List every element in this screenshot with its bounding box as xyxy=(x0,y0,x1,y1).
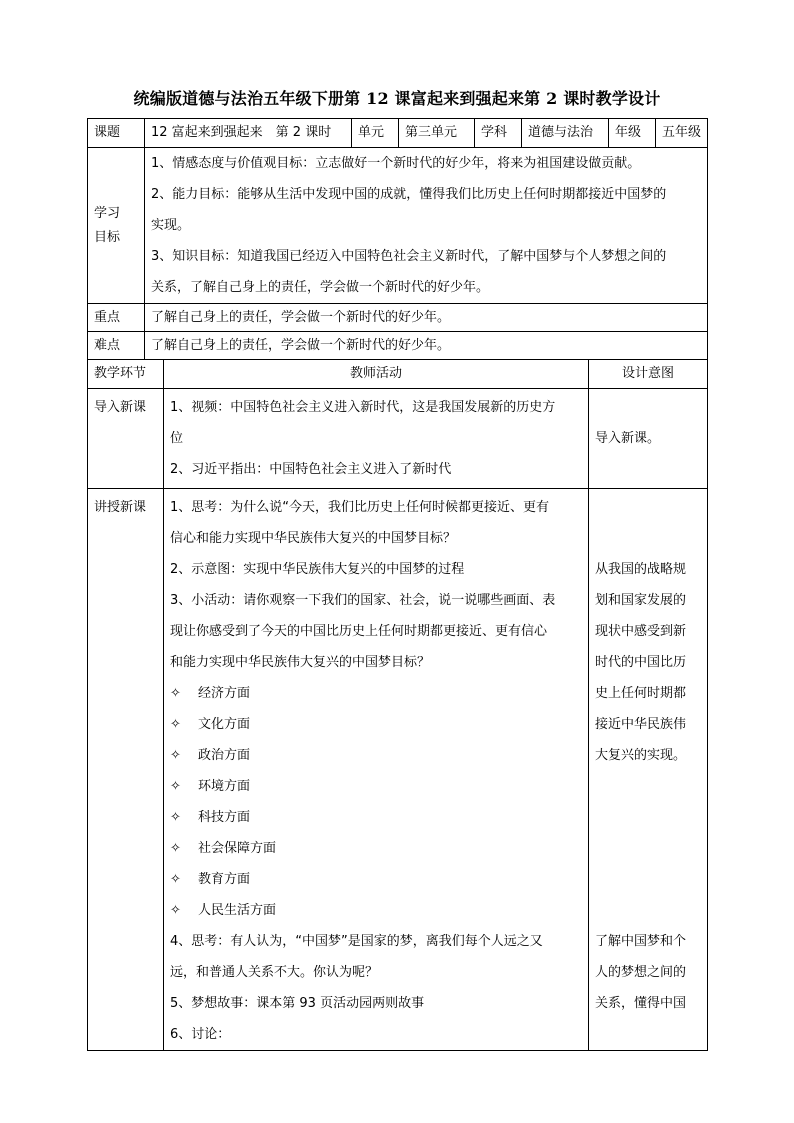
lesson-info-table xyxy=(87,118,708,360)
difficulty-label: 难点 xyxy=(88,332,145,360)
intent-line: 了解中国梦和个 xyxy=(595,934,687,949)
bullet-text: 环境方面 xyxy=(198,779,251,794)
bullet-item xyxy=(170,895,588,926)
diamond-bullet-icon: ✧ xyxy=(170,686,181,701)
diamond-bullet-icon: ✧ xyxy=(170,903,181,918)
diamond-bullet-icon: ✧ xyxy=(170,810,181,825)
grade-label: 年级 xyxy=(609,119,656,148)
activity-line: 3、小活动：请你观察一下我们的国家、社会，说一说哪些画面、表 xyxy=(170,593,556,608)
bullet-item xyxy=(170,802,588,833)
stage-header: 教学环节 xyxy=(88,360,164,389)
diamond-bullet-icon: ✧ xyxy=(170,779,181,794)
bullet-item xyxy=(170,864,588,895)
activity-line: 6、讨论： xyxy=(170,1027,231,1042)
activity-line: 4、思考：有人认为，“中国梦”是国家的梦，离我们每个人远之又 xyxy=(170,934,543,949)
activity-line: 现让你感受到了今天的中国比历史上任何时期都更接近、更有信心 xyxy=(170,624,548,639)
bullet-text: 经济方面 xyxy=(198,686,251,701)
lecture-row xyxy=(88,489,708,1051)
bullet-item xyxy=(170,740,588,771)
activity-line: 和能力实现中华民族伟大复兴的中国梦目标？ xyxy=(170,655,431,670)
intent-line: 划和国家发展的 xyxy=(595,593,687,608)
intent-line: 现状中感受到新 xyxy=(595,624,687,639)
intent-line: 关系，懂得中国 xyxy=(595,996,687,1011)
intro-activity xyxy=(164,389,589,489)
info-row xyxy=(88,119,708,148)
goal-line: 3、知识目标：知道我国已经迈入中国特色社会主义新时代，了解中国梦与个人梦想之间的 xyxy=(151,249,667,264)
key-point-row xyxy=(88,304,708,332)
activity-line: 位 xyxy=(170,431,184,446)
intro-intent: 导入新课。 xyxy=(589,389,708,489)
bullet-item xyxy=(170,678,588,709)
lecture-intent xyxy=(589,489,708,1051)
difficulty-value: 了解自己身上的责任，学会做一个新时代的好少年。 xyxy=(145,332,708,360)
intent-spacer xyxy=(595,771,707,926)
key-point-value: 了解自己身上的责任，学会做一个新时代的好少年。 xyxy=(145,304,708,332)
intent-line: 大复兴的实现。 xyxy=(595,748,687,763)
intro-stage: 导入新课 xyxy=(88,389,164,489)
page-title: 统编版道德与法治五年级下册第 12 课富起来到强起来第 2 课时教学设计 xyxy=(133,89,661,108)
activity-line: 1、视频：中国特色社会主义进入新时代，这是我国发展新的历史方 xyxy=(170,400,556,415)
unit-label: 单元 xyxy=(352,119,399,148)
goals-label xyxy=(88,148,145,304)
goals-row xyxy=(88,148,708,304)
subject-label: 学科 xyxy=(475,119,522,148)
goals-label-line1: 学习 xyxy=(94,205,121,221)
diamond-bullet-icon: ✧ xyxy=(170,841,181,856)
subject-value: 道德与法治 xyxy=(522,119,609,148)
intent-line: 从我国的战略规 xyxy=(595,562,687,577)
intent-line: 史上任何时期都 xyxy=(595,686,687,701)
bullet-item xyxy=(170,709,588,740)
intent-line: 接近中华民族伟 xyxy=(595,717,687,732)
goal-line: 2、能力目标：能够从生活中发现中国的成就，懂得我们比历史上任何时期都接近中国梦的 xyxy=(151,187,667,202)
intent-spacer xyxy=(595,492,707,554)
process-table xyxy=(87,359,708,1051)
diamond-bullet-icon: ✧ xyxy=(170,717,181,732)
bullet-text: 人民生活方面 xyxy=(198,903,277,918)
diamond-bullet-icon: ✧ xyxy=(170,872,181,887)
activity-line: 2、示意图：实现中华民族伟大复兴的中国梦的过程 xyxy=(170,562,465,577)
activity-line: 远，和普通人关系不大。你认为呢？ xyxy=(170,965,379,980)
bullet-text: 文化方面 xyxy=(198,717,251,732)
bullet-text: 社会保障方面 xyxy=(198,841,277,856)
lecture-activity xyxy=(164,489,589,1051)
goal-line: 实现。 xyxy=(151,218,191,233)
intent-line: 人的梦想之间的 xyxy=(595,965,687,980)
topic-label: 课题 xyxy=(88,119,145,148)
difficulty-row xyxy=(88,332,708,360)
lecture-stage: 讲授新课 xyxy=(88,489,164,1051)
activity-line: 1、思考：为什么说“今天，我们比历史上任何时候都更接近、更有 xyxy=(170,500,550,515)
bullet-text: 教育方面 xyxy=(198,872,251,887)
goal-line: 1、情感态度与价值观目标：立志做好一个新时代的好少年，将来为祖国建设做贡献。 xyxy=(151,156,641,171)
bullet-item xyxy=(170,771,588,802)
topic-value: 12 富起来到强起来 第 2 课时 xyxy=(145,119,352,148)
goals-content xyxy=(145,148,708,304)
activity-line: 2、习近平指出：中国特色社会主义进入了新时代 xyxy=(170,462,452,477)
diamond-bullet-icon: ✧ xyxy=(170,748,181,763)
grade-value: 五年级 xyxy=(656,119,708,148)
goal-line: 关系，了解自己身上的责任，学会做一个新时代的好少年。 xyxy=(151,280,490,295)
bullet-text: 政治方面 xyxy=(198,748,251,763)
activity-line: 信心和能力实现中华民族伟大复兴的中国梦目标？ xyxy=(170,531,457,546)
unit-value: 第三单元 xyxy=(399,119,475,148)
bullet-text: 科技方面 xyxy=(198,810,251,825)
bullet-item xyxy=(170,833,588,864)
intro-row xyxy=(88,389,708,489)
intent-line: 时代的中国比历 xyxy=(595,655,687,670)
goals-label-line2: 目标 xyxy=(94,229,121,245)
process-header-row xyxy=(88,360,708,389)
key-point-label: 重点 xyxy=(88,304,145,332)
activity-header: 教师活动 xyxy=(164,360,589,389)
activity-line: 5、梦想故事：课本第 93 页活动园两则故事 xyxy=(170,996,425,1011)
intent-header: 设计意图 xyxy=(589,360,708,389)
